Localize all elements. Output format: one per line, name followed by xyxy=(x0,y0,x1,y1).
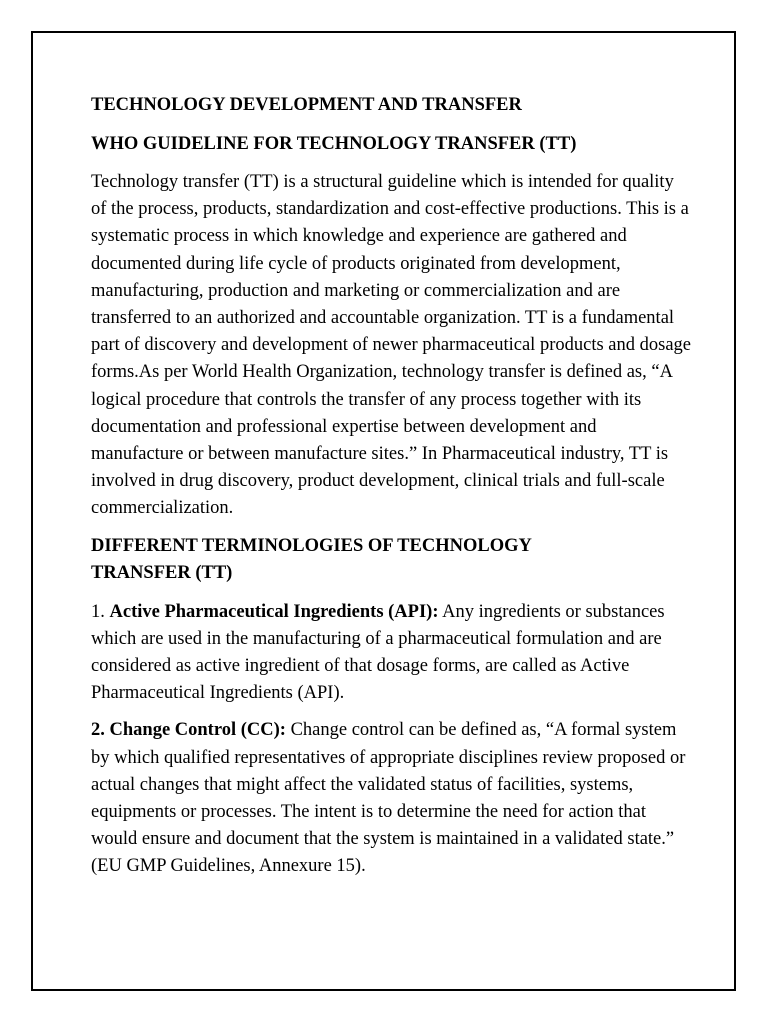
terminologies-heading: DIFFERENT TERMINOLOGIES OF TECHNOLOGY TRANSFER (TT) xyxy=(91,535,532,584)
term-api-number: 1. xyxy=(91,601,110,622)
term-api-paragraph xyxy=(91,599,691,708)
main-heading: TECHNOLOGY DEVELOPMENT AND TRANSFER xyxy=(91,95,522,115)
term-cc-paragraph xyxy=(91,717,691,880)
intro-paragraph: Technology transfer (TT) is a structural guideline which is intended for quality of the process, products, standardization and cost-effective productions. This is a systematic process in which knowledge and experience are gathered and documented during life cycle of products originated from development, manufacturing, production and marketing or commercialization and are transferred to an authorized and accountable organization. TT is a fundamental part of discovery and development of newer pharmaceutical products and dosage forms.As per World Health Organization, technology transfer is defined as, “A logical procedure that controls the transfer of any process together with its documentation and professional expertise between development and manufacture or between manufacture sites.” In Pharmaceutical industry, TT is involved in drug discovery, product development, clinical trials and full-scale commercialization. xyxy=(91,172,691,519)
document-body xyxy=(91,92,691,891)
term-cc-definition: Change control can be defined as, “A formal system by which qualified representatives of appropriate disciplines review proposed or actual changes that might affect the validated status of facilities, systems, equipments or processes. The intent is to determine the need for action that would ensure and document that the system is maintained in a validated state.” (EU GMP Guidelines, Annexure 15). xyxy=(91,720,686,877)
term-api-definition: Any ingredients or substances which are used in the manufacturing of a pharmaceutical formulation and are considered as active ingredient of that dosage forms, are called as Active Pharmaceutical Ingredients (API). xyxy=(91,601,665,704)
term-api-label: Active Pharmaceutical Ingredients (API): xyxy=(109,601,439,622)
term-cc-label: 2. Change Control (CC): xyxy=(91,720,286,741)
who-guideline-heading: WHO GUIDELINE FOR TECHNOLOGY TRANSFER (TT) xyxy=(91,133,577,154)
